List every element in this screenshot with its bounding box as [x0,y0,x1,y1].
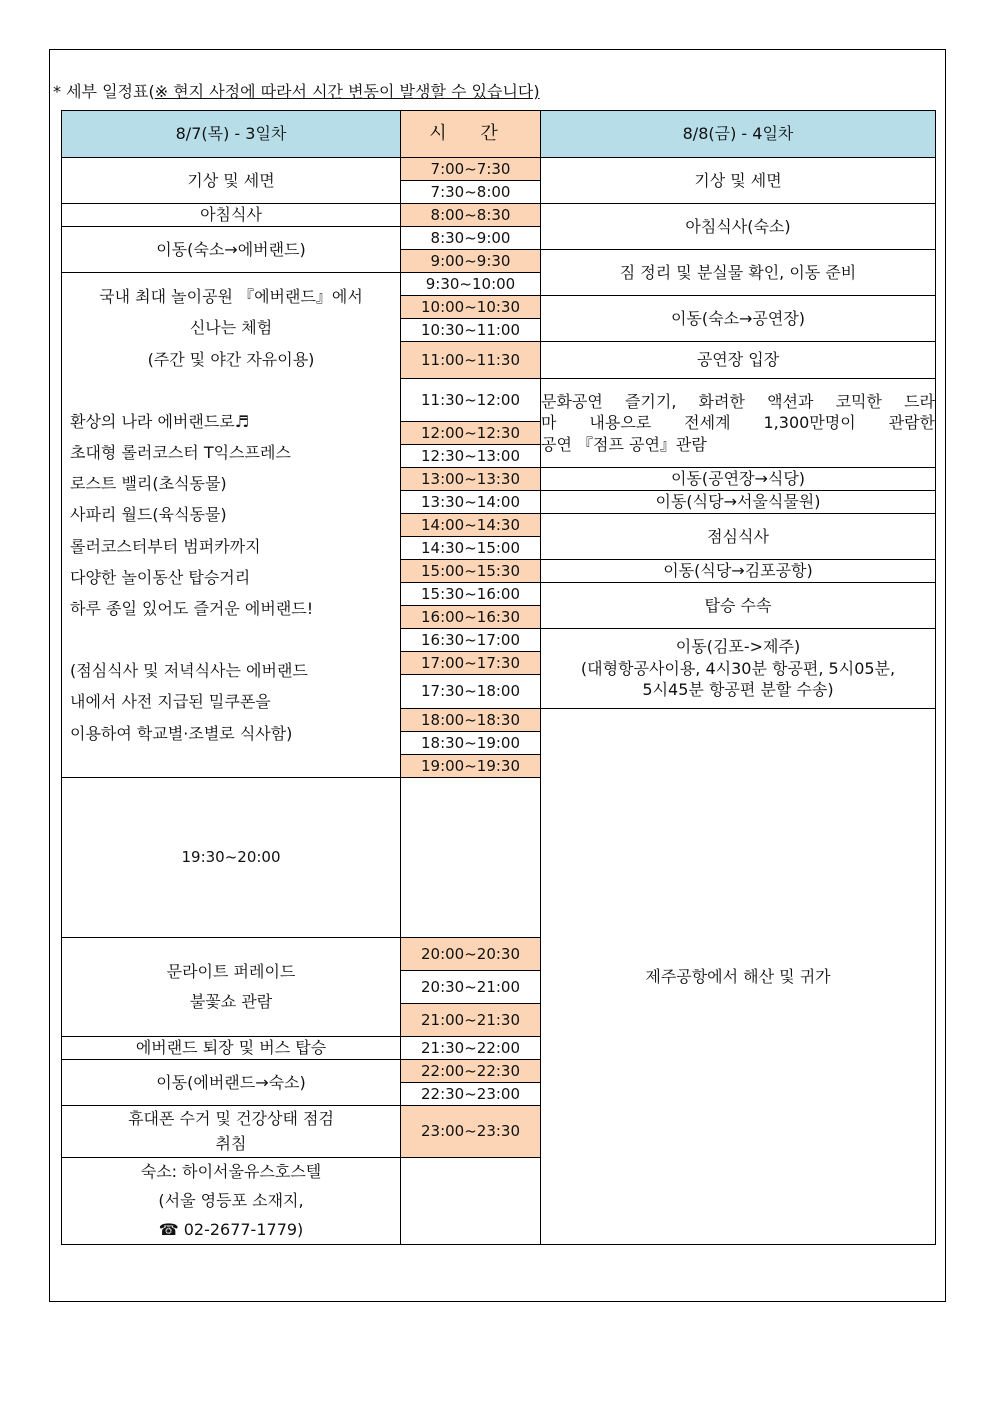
time-header: 시 간 [401,111,541,158]
time-slot: 15:00~15:30 [401,560,541,583]
time-slot: 7:00~7:30 [401,158,541,181]
time-slot: 21:00~21:30 [401,1004,541,1037]
time-slot: 10:30~11:00 [401,319,541,342]
time-slot: 19:00~19:30 [401,755,541,778]
time-slot: 12:00~12:30 [401,422,541,445]
day3-move-to-lodging: 이동(에버랜드→숙소) [62,1060,401,1106]
time-slot: 20:30~21:00 [401,971,541,1004]
day4-packing: 짐 정리 및 분실물 확인, 이동 준비 [541,250,936,296]
day3-phone-collection: 휴대폰 수거 및 건강상태 점검 취침 [62,1106,401,1158]
time-slot: 19:30~20:00 [62,778,401,938]
day4-dismiss: 제주공항에서 해산 및 귀가 [541,709,936,1245]
day3-wake: 기상 및 세면 [62,158,401,204]
time-slot: 16:30~17:00 [401,629,541,652]
day3-exit: 에버랜드 퇴장 및 버스 탑승 [62,1037,401,1060]
time-slot: 7:30~8:00 [401,181,541,204]
day3-move-to-park: 이동(숙소→에버랜드) [62,227,401,273]
day4-flight: 이동(김포->제주) (대형항공사이용, 4시30분 항공편, 5시05분, 5시45분 항공편 분할 수송) [541,629,936,709]
time-slot: 9:30~10:00 [401,273,541,296]
time-slot: 18:30~19:00 [401,732,541,755]
time-slot: 22:00~22:30 [401,1060,541,1083]
empty-time-slot [401,1158,541,1245]
time-slot: 18:00~18:30 [401,709,541,732]
day4-move-to-theater: 이동(숙소→공연장) [541,296,936,342]
schedule-table [61,110,936,1245]
day4-boarding: 탑승 수속 [541,583,936,629]
time-slot: 15:30~16:00 [401,583,541,606]
schedule-heading: * 세부 일정표(※ 현지 사정에 따라서 시간 변동이 발생할 수 있습니다) [53,82,540,101]
day4-show-description: 문화공연 즐기기, 화려한 액션과 코믹한 드라 마 내용으로 전세계 1,300만명이 관람한 공연 『점프 공연』관람 [541,379,936,468]
schedule-notice: ※ 현지 사정에 따라서 시간 변동이 발생할 수 있습니다) [154,82,540,101]
time-slot: 11:00~11:30 [401,342,541,379]
time-slot: 14:00~14:30 [401,514,541,537]
day4-header: 8/8(금) - 4일차 [541,111,936,158]
day3-breakfast: 아침식사 [62,204,401,227]
time-slot: 16:00~16:30 [401,606,541,629]
day4-lunch: 점심식사 [541,514,936,560]
time-slot: 22:30~23:00 [401,1083,541,1106]
time-slot: 13:30~14:00 [401,491,541,514]
time-slot: 8:30~9:00 [401,227,541,250]
day4-breakfast: 아침식사(숙소) [541,204,936,250]
day4-move-to-restaurant: 이동(공연장→식당) [541,468,936,491]
day4-theater-entry: 공연장 입장 [541,342,936,379]
day3-park-activities: 국내 최대 놀이공원 『에버랜드』에서 신나는 체험 (주간 및 야간 자유이용) 환상의 나라 에버랜드로♬ 초대형 롤러코스터 T익스프레스 로스트 밸리(초식동물) 사파리 월드(육식동물) 롤러코스터부터 범퍼카까지 다양한 놀이동산 탑승거리 하루 종일 있어도 즐거운 에버랜드! (점심식사 및 저녁식사는 에버랜드 내에서 사전 지급된 밀쿠폰을 이용하여 학교별·조별로 식사함) [62,273,401,778]
time-slot: 13:00~13:30 [401,468,541,491]
time-slot: 17:00~17:30 [401,652,541,675]
day4-move-to-arboretum: 이동(식당→서울식물원) [541,491,936,514]
day3-parade: 문라이트 퍼레이드 불꽃쇼 관람 [62,938,401,1037]
time-slot: 8:00~8:30 [401,204,541,227]
time-slot: 14:30~15:00 [401,537,541,560]
day3-lodging-info: 숙소: 하이서울유스호스텔 (서울 영등포 소재지, ☎ 02-2677-1779) [62,1158,401,1245]
day4-wake: 기상 및 세면 [541,158,936,204]
time-slot: 23:00~23:30 [401,1106,541,1158]
time-slot: 9:00~9:30 [401,250,541,273]
time-slot: 20:00~20:30 [401,938,541,971]
time-slot: 21:30~22:00 [401,1037,541,1060]
time-slot: 11:30~12:00 [401,379,541,422]
day4-move-to-gimpo: 이동(식당→김포공항) [541,560,936,583]
time-slot: 12:30~13:00 [401,445,541,468]
time-slot: 17:30~18:00 [401,675,541,709]
time-slot: 10:00~10:30 [401,296,541,319]
day3-header: 8/7(목) - 3일차 [62,111,401,158]
